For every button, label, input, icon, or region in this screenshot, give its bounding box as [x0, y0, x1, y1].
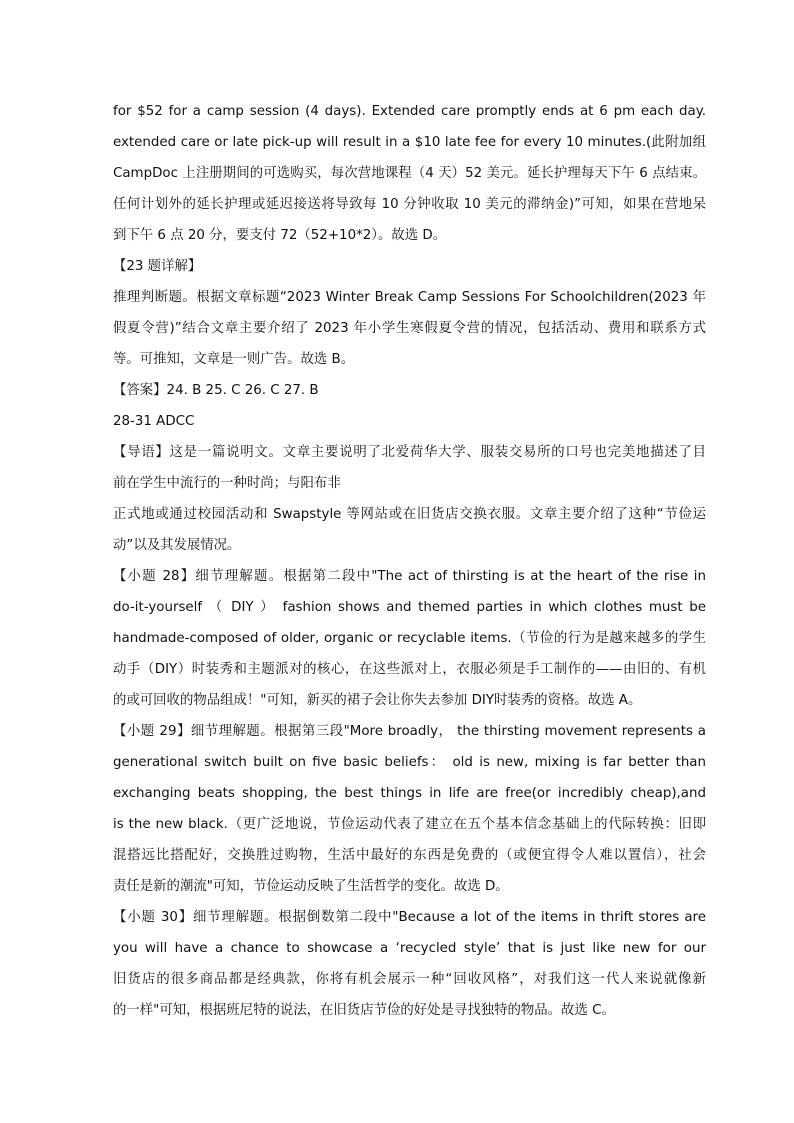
- q29-line-1: 【小题 29】细节理解题。根据第三段"More broadly， the thirsting movement represents a: [113, 724, 706, 739]
- text-line-7: 推理判断题。根据文章标题“2023 Winter Break Camp Sessions For Schoolchildren(2023 年: [113, 290, 706, 305]
- text-line-4: 任何计划外的延长护理或延迟接送将导致每 10 分钟收取 10 美元的滞纳金)”可知，如果在营地呆: [113, 197, 706, 212]
- q30-line-4: 的一样"可知，根据班尼特的说法，在旧货店节俭的好处是寻找独特的物品。故选 C。: [113, 1003, 615, 1018]
- section-heading-23: 【23 题详解】: [113, 259, 202, 274]
- q28-line-1: 【小题 28】细节理解题。根据第二段中"The act of thirsting is at the heart of the rise in: [113, 569, 706, 584]
- answer-line: 【答案】24. B 25. C 26. C 27. B: [113, 383, 319, 398]
- q28-line-2: do-it-yourself （ DIY ） fashion shows and themed parties in which clothes must be: [113, 600, 706, 615]
- q30-line-1: 【小题 30】细节理解题。根据倒数第二段中"Because a lot of the items in thrift stores are: [113, 910, 706, 925]
- intro-line-4: 动”以及其发展情况。: [113, 538, 241, 553]
- text-line-9: 等。可推知，文章是一则广告。故选 B。: [113, 352, 355, 367]
- text-line-5: 到下午 6 点 20 分，要支付 72（52+10*2）。故选 D。: [113, 228, 447, 243]
- intro-line-2: 前在学生中流行的一种时尚；与阳布非: [113, 476, 341, 491]
- q28-line-5: 的或可回收的物品组成！"可知，新买的裙子会让你失去参加 DIY时装秀的资格。故选 A。: [113, 693, 642, 708]
- text-line-1: for $52 for a camp session (4 days). Extended care promptly ends at 6 pm each day.: [113, 104, 706, 119]
- q30-line-3: 旧货店的很多商品都是经典款，你将有机会展示一种“回收风格”，对我们这一代人来说就像新: [113, 972, 706, 987]
- q29-line-5: 混搭远比搭配好，交换胜过购物，生活中最好的东西是免费的（或便宜得令人难以置信），社会: [113, 848, 706, 863]
- q28-line-3: handmade-composed of older, organic or recyclable items.（节俭的行为是越来越多的学生: [113, 631, 706, 646]
- text-line-2: extended care or late pick-up will result in a $10 late fee for every 10 minutes.(此附加组: [113, 135, 706, 150]
- intro-line-1: 【导语】这是一篇说明文。文章主要说明了北爱荷华大学、服装交易所的口号也完美地描述了目: [113, 445, 706, 460]
- text-line-3: CampDoc 上注册期间的可选购买，每次营地课程（4 天）52 美元。延长护理每天下午 6 点结束。: [113, 166, 706, 181]
- document-page: [113, 96, 706, 1026]
- text-line-8: 假夏令营)”结合文章主要介绍了 2023 年小学生寒假夏令营的情况，包括活动、费用和联系方式: [113, 321, 706, 336]
- q30-line-2: you will have a chance to showcase a ‘recycled style’ that is just like new for our: [113, 941, 706, 956]
- q28-line-4: 动手（DIY）时装秀和主题派对的核心，在这些派对上，衣服必须是手工制作的——由旧的、有机: [113, 662, 706, 677]
- q29-line-6: 责任是新的潮流"可知，节俭运动反映了生活哲学的变化。故选 D。: [113, 879, 509, 894]
- answer-line-2: 28-31 ADCC: [113, 414, 195, 429]
- q29-line-3: exchanging beats shopping, the best things in life are free(or incredibly cheap),and: [113, 786, 706, 801]
- q29-line-4: is the new black.（更广泛地说，节俭运动代表了建立在五个基本信念基础上的代际转换：旧即: [113, 817, 706, 832]
- intro-line-3: 正式地或通过校园活动和 Swapstyle 等网站或在旧货店交换衣服。文章主要介绍了这种“节俭运: [113, 507, 706, 522]
- q29-line-2: generational switch built on five basic beliefs： old is new, mixing is far better than: [113, 755, 706, 770]
